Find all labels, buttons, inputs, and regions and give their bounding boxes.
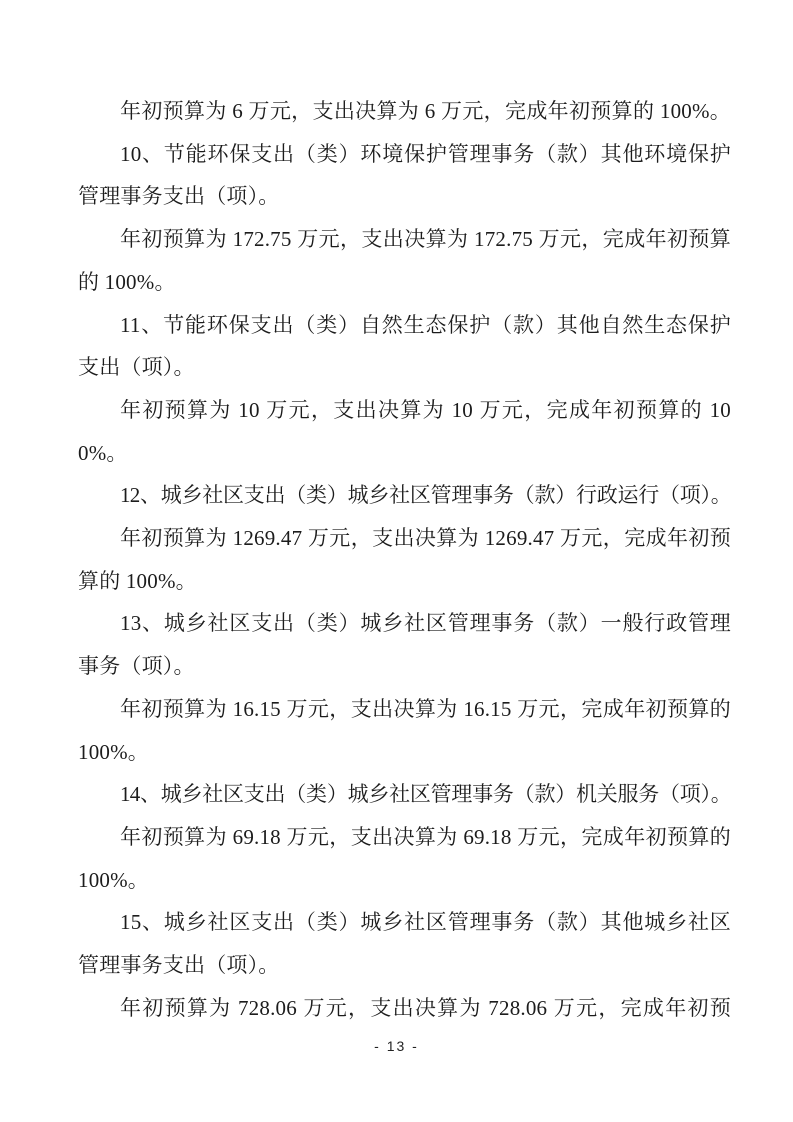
body-paragraph: 15、城乡社区支出（类）城乡社区管理事务（款）其他城乡社区管理事务支出（项）。 — [78, 910, 731, 978]
body-paragraph: 年初预算为 6 万元，支出决算为 6 万元，完成年初预算的 100%。 — [120, 99, 731, 123]
body-paragraph: 11、节能环保支出（类）自然生态保护（款）其他自然生态保护支出（项）。 — [78, 312, 731, 380]
body-paragraph: 年初预算为 1269.47 万元，支出决算为 1269.47 万元，完成年初预算的 100%。 — [78, 526, 731, 593]
body-paragraph: 年初预算为 69.18 万元，支出决算为 69.18 万元，完成年初预算的 100%。 — [78, 824, 731, 892]
body-paragraph: 年初预算为 172.75 万元，支出决算为 172.75 万元，完成年初预算的 100%。 — [78, 227, 731, 294]
body-paragraph: 13、城乡社区支出（类）城乡社区管理事务（款）一般行政管理事务（项）。 — [78, 611, 731, 679]
body-paragraph: 年初预算为 10 万元，支出决算为 10 万元，完成年初预算的 100%。 — [78, 397, 731, 465]
body-paragraph: 12、城乡社区支出（类）城乡社区管理事务（款）行政运行（项）。 — [120, 483, 731, 508]
body-paragraph: 10、节能环保支出（类）环境保护管理事务（款）其他环境保护管理事务支出（项）。 — [78, 141, 731, 209]
body-paragraph: 14、城乡社区支出（类）城乡社区管理事务（款）机关服务（项）。 — [120, 782, 731, 807]
page-number: - 13 - — [374, 1038, 419, 1054]
body-paragraph: 年初预算为 16.15 万元，支出决算为 16.15 万元，完成年初预算的 100%。 — [78, 696, 731, 764]
body-paragraph: 年初预算为 728.06 万元，支出决算为 728.06 万元，完成年初预 — [120, 995, 731, 1020]
